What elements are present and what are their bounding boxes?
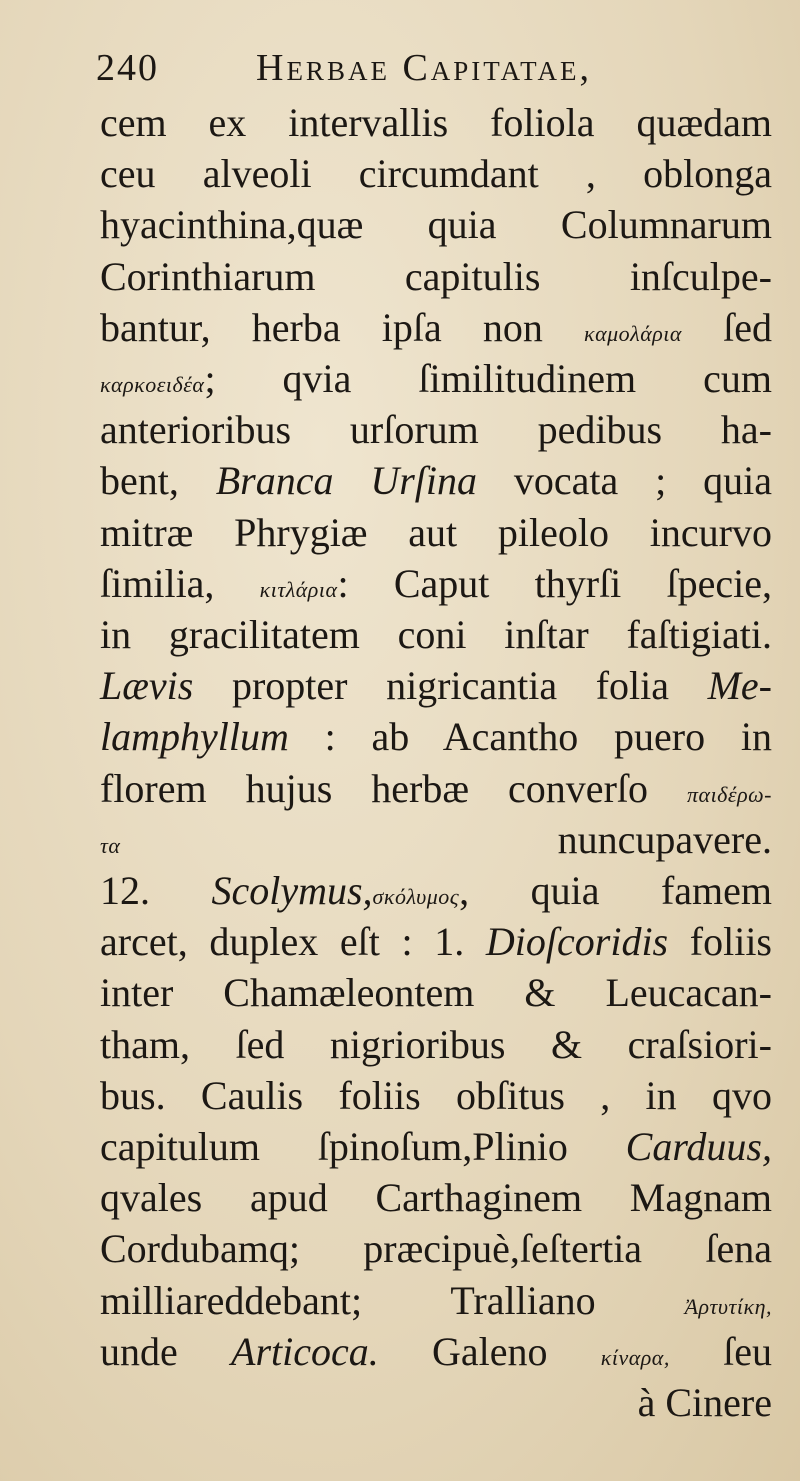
text-segment: à Cinere [637, 1380, 772, 1425]
text-line [100, 817, 772, 863]
text-segment: Galeno [378, 1328, 601, 1374]
text-segment: ; qvia ſimilitudinem cum [204, 356, 772, 401]
greek-word: καρκοειδέα [100, 372, 205, 397]
text-segment: 12. [100, 868, 212, 913]
text-line [100, 305, 772, 351]
text-line [100, 970, 772, 1016]
text-segment: nuncupavere. [120, 816, 772, 862]
text-line [100, 1073, 772, 1119]
text-line [100, 510, 772, 556]
text-segment: Corinthiarum capitulis inſculpe- [100, 253, 772, 299]
text-segment: capitulum ſpinoſum,Plinio [100, 1124, 626, 1169]
text-line [100, 407, 772, 453]
text-segment: qvales apud Carthaginem Magnam [100, 1175, 772, 1221]
italic-term: Articoca. [231, 1328, 379, 1374]
text-segment: ſimilia, [100, 560, 260, 606]
greek-word: τα [100, 832, 121, 858]
text-segment: arcet, duplex eſt : 1. [100, 919, 486, 965]
text-segment: milliareddebant; Tralliano [100, 1277, 685, 1323]
text-segment: bus. Caulis foliis obſitus , in qvo [100, 1072, 772, 1118]
text-line [100, 1329, 772, 1375]
greek-word: σκόλυμος [372, 884, 460, 909]
text-line [100, 612, 772, 658]
text-segment: : ab Acantho puero in [288, 714, 772, 760]
text-line [100, 1380, 772, 1426]
text-line [100, 714, 772, 760]
text-segment: Cordubamq; præcipuè,ſeſtertia ſena [100, 1226, 772, 1272]
text-segment: tham, ſed nigrioribus & craſsiori- [100, 1021, 772, 1067]
text-line [100, 919, 772, 965]
text-segment: ceu alveoli circumdant , oblonga [100, 151, 772, 197]
text-segment: florem hujus herbæ converſo [100, 765, 687, 811]
text-line [100, 1175, 772, 1221]
text-segment: cem ex intervallis foliola quædam [100, 100, 772, 145]
text-line [100, 766, 772, 812]
text-segment: vocata ; quia [477, 458, 772, 504]
text-line [100, 202, 772, 248]
italic-term: lamphyllum [100, 714, 289, 760]
text-segment: propter nigricantia folia [193, 663, 708, 709]
text-line [100, 458, 772, 504]
text-segment: mitræ Phrygiæ aut pileolo incurvo [100, 509, 772, 555]
greek-word: Ἀρτυτίκη, [684, 1293, 772, 1319]
page-header [96, 40, 776, 100]
text-segment: anterioribus urſorum pedibus ha- [100, 407, 772, 453]
running-title: Herbae Capitatae, [256, 47, 592, 89]
text-segment: ſeu [669, 1328, 772, 1374]
text-segment: , quia famem [459, 868, 772, 913]
greek-word: καμολάρια [584, 320, 682, 346]
text-line [100, 100, 772, 146]
text-segment: unde [100, 1328, 232, 1374]
page-number: 240 [96, 47, 159, 89]
greek-word: παιδέρω- [687, 781, 772, 807]
text-line [100, 663, 772, 709]
text-line [100, 254, 772, 300]
text-line [100, 1278, 772, 1324]
italic-term: Lævis [100, 663, 194, 709]
text-segment: in gracilitatem coni inſtar faſtigiati. [100, 612, 772, 657]
text-segment: foliis [668, 919, 772, 965]
text-segment: inter Chamæleontem & Leucacan- [100, 970, 772, 1016]
text-segment: bantur, herba ipſa non [100, 304, 585, 350]
text-line [100, 1226, 772, 1272]
italic-term: Dioſcoridis [485, 919, 669, 965]
italic-term: Scolymus, [211, 868, 373, 913]
text-line [100, 561, 772, 607]
text-line [100, 868, 772, 914]
italic-term: Branca Urſina [215, 458, 478, 504]
greek-word: κίναρα, [600, 1344, 670, 1370]
text-line [100, 1124, 772, 1170]
text-segment: : Caput thyrſi ſpecie, [337, 560, 773, 606]
text-line [100, 1022, 772, 1068]
text-segment: hyacinthina,quæ quia Columnarum [100, 202, 772, 248]
greek-word: κιτλάρια [259, 576, 338, 602]
text-line [100, 356, 772, 402]
italic-term: Carduus, [625, 1124, 772, 1169]
text-segment: ſed [681, 304, 772, 350]
italic-term: Me- [707, 663, 772, 709]
text-segment: bent, [100, 458, 216, 504]
text-line [100, 151, 772, 197]
